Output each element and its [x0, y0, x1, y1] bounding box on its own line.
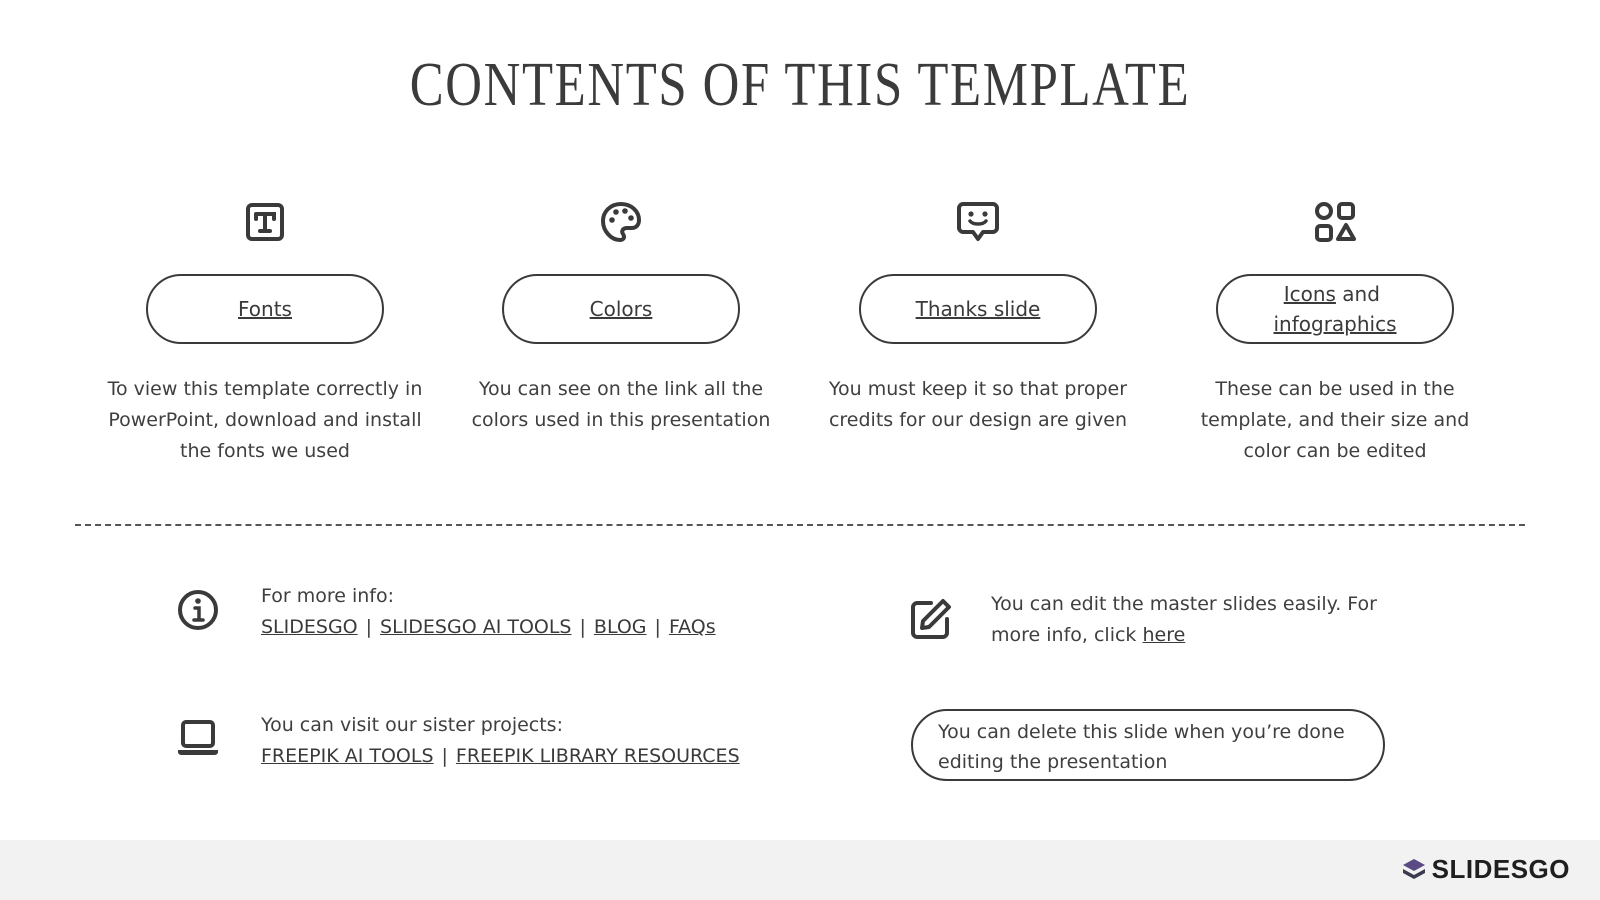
- and-text: and: [1335, 282, 1387, 306]
- laptop-icon: [176, 716, 220, 760]
- shapes-icon: [1313, 200, 1357, 244]
- here-link[interactable]: here: [1142, 624, 1186, 646]
- page-title: CONTENTS OF THIS TEMPLATE: [409, 51, 1191, 119]
- sister-projects-links: [261, 741, 740, 772]
- icons-description: These can be used in the template, and their size and color can be edited: [1200, 378, 1470, 462]
- slidesgo-logo-icon: [1400, 857, 1428, 883]
- chat-smile-icon: [956, 200, 1000, 244]
- brand-name: SLIDESGO: [1431, 854, 1570, 884]
- infographics-link[interactable]: infographics: [1273, 312, 1397, 336]
- sister-projects-block: [261, 710, 740, 772]
- separator: |: [579, 616, 586, 638]
- slidesgo-link[interactable]: SLIDESGO: [261, 616, 358, 638]
- thanks-slide-pill: [859, 274, 1097, 344]
- blog-link[interactable]: BLOG: [593, 616, 647, 638]
- contents-column-colors: [461, 200, 781, 436]
- colors-link[interactable]: Colors: [589, 297, 653, 321]
- freepik-library-link[interactable]: FREEPIK LIBRARY RESOURCES: [455, 745, 740, 767]
- icons-infographics-label: [1273, 279, 1396, 339]
- more-info-links: [261, 612, 716, 643]
- edit-icon: [909, 597, 953, 641]
- icons-link[interactable]: Icons: [1283, 282, 1336, 306]
- dashed-divider: [75, 524, 1525, 526]
- contents-column-thanks: [818, 200, 1138, 436]
- thanks-slide-link[interactable]: Thanks slide: [915, 297, 1041, 321]
- separator: |: [441, 745, 448, 767]
- colors-pill: [502, 274, 740, 344]
- sister-projects-label: You can visit our sister projects:: [261, 714, 563, 736]
- fonts-link[interactable]: Fonts: [238, 297, 292, 321]
- contents-column-fonts: [105, 200, 425, 467]
- contents-column-icons: [1175, 200, 1495, 467]
- info-icon: [176, 588, 220, 632]
- slidesgo-ai-tools-link[interactable]: SLIDESGO AI TOOLS: [380, 616, 572, 638]
- faqs-link[interactable]: FAQs: [668, 616, 716, 638]
- delete-slide-note: You can delete this slide when you’re done editing the presentation: [911, 709, 1385, 781]
- separator: |: [365, 616, 373, 638]
- separator: |: [654, 616, 661, 638]
- edit-master-text: You can edit the master slides easily. For more info, click: [991, 593, 1384, 646]
- fonts-description: To view this template correctly in PowerPoint, download and install the fonts we used: [107, 378, 423, 462]
- fonts-pill: [146, 274, 384, 344]
- palette-icon: [599, 200, 643, 244]
- thanks-slide-description: You must keep it so that proper credits for our design are given: [828, 378, 1128, 431]
- text-font-icon: [243, 200, 287, 244]
- edit-master-block: [991, 589, 1391, 651]
- more-info-block: [261, 581, 716, 643]
- more-info-label: For more info:: [261, 585, 395, 607]
- icons-infographics-pill: [1216, 274, 1454, 344]
- slidesgo-logo[interactable]: [1400, 854, 1570, 885]
- freepik-ai-tools-link[interactable]: FREEPIK AI TOOLS: [261, 745, 434, 767]
- footer-bar: [0, 840, 1600, 900]
- colors-description: You can see on the link all the colors used in this presentation: [471, 378, 771, 431]
